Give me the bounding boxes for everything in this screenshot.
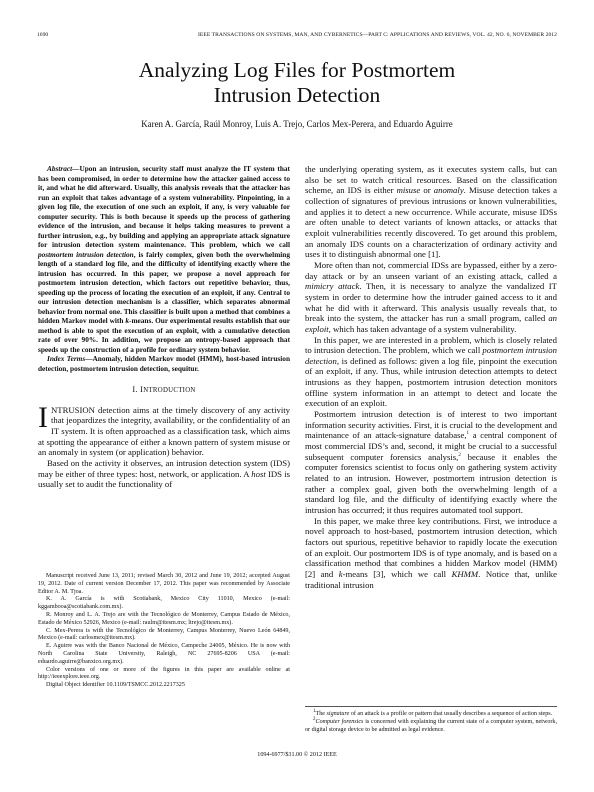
footnote-affiliation-monroy-trejo: R. Monroy and L. A. Trejo are with the Tecnológico de Monterrey, Campus Estado de México, Estado de México 52926, Mexico (e-mail: raulm@itesm.mx; ltrejo@itesm.mx).: [38, 611, 290, 626]
footnote-1: [305, 708, 557, 719]
copyright-footer: 1094-6977/$31.00 © 2012 IEEE: [257, 752, 337, 758]
right-paragraph-5: [305, 516, 557, 591]
intro-text-2b: IDS is usually set to audit the functionality of: [38, 468, 290, 490]
section-title-rest: NTRODUCTION: [143, 387, 196, 394]
footnote-manuscript: Manuscript received June 13, 2011; revised March 30, 2012 and June 19, 2012; accepted August 19, 2012. Date of current version December 17, 2012. This paper was recommended by Associate Editor A. M. Tjoa.: [38, 573, 290, 595]
footnote-2-number: 2: [313, 716, 316, 722]
right-text-1c: . Misuse detection takes a collection of signatures of previous intrusions or known vulnerabilities, and applies it to detect a new occurrence. While accurate, misuse IDSs are often unable to detect variants of known attacks, or attacks that exploit vulnerabilities recently discovered. To get around this problem, an anomaly IDS counts on a characterization of ordinary activity and uses it to distinguish abnormal one [1].: [305, 185, 557, 260]
authors: Karen A. García, Raúl Monroy, Luis A. Trejo, Carlos Mex-Perera, and Eduardo Aguirre: [141, 119, 453, 129]
right-emphasis-k: k: [338, 568, 343, 579]
abstract-text-2: , is fairly complex, given both the overwhelming length of a standard log file, and the difficulty of identifying exactly where the intrusion has occurred. In this paper, we propose a novel approach for postmortem intrusion detection, which factors out repetitive behavior, thus, speeding up the process of locating the execution of an exploit, if any. Central to our intrusion detection mechanism is a classifier, which separates abnormal behavior from normal one. This classifier is built upon a method that combines a hidden Markov model with: [38, 249, 291, 325]
right-text-2c: , which has taken advantage of a system vulnerability.: [328, 323, 517, 334]
journal-header: IEEE TRANSACTIONS ON SYSTEMS, MAN, AND CYBERNETICS—PART C: APPLICATIONS AND REVIEWS, VOL. 42, NO. 6, NOVEMBER 2012: [198, 32, 557, 38]
right-text-5c: . Notice that, unlike traditional intrusion: [305, 568, 557, 590]
footnote-2-text: is concerned with explaining the current state of a computer system, network, or digital storage device to be admitted as legal evidence.: [305, 718, 557, 733]
left-column: [38, 164, 290, 490]
intro-paragraph-1: [38, 400, 290, 458]
section-number: I.: [132, 385, 138, 394]
right-text-5b: -means [3], which we call: [342, 568, 452, 579]
abstract-text-3: -means. Our experimental results establish that our method is able to spot the execution of an exploit, with a cumulative detection rate of over 90%. In addition, we propose an entropy-based approach that speeds up the construction of a profile for ordinary system behavior.: [38, 316, 290, 354]
footnote-1-number: 1: [313, 708, 316, 714]
right-emphasis-postmortem: postmortem intrusion detection: [305, 345, 557, 366]
intro-text-2a: Based on the activity it observes, an intrusion detection system (IDS) may be either of three types: host, network, or application. A: [38, 457, 290, 479]
section-title-initial: I: [140, 385, 144, 394]
right-emphasis-khmm: KHMM: [451, 568, 479, 579]
footnote-1-emphasis: signature: [326, 711, 350, 717]
footnote-affiliation-aguirre: E. Aguirre was with the Banco Nacional de México, Campeche 24005, México. He is now with North Carolina State University, Raleigh, NC 27695-8206 USA (e-mail: eduardo.aguirre@banxico.org.mx).: [38, 643, 290, 665]
right-paragraph-3: [305, 335, 557, 410]
footnote-color-versions: Color versions of one or more of the figures in this paper are available online at http://ieeexplore.ieee.org.: [38, 666, 290, 681]
abstract: [38, 164, 290, 354]
intro-text-1: NTRUSION detection aims at the timely discovery of any activity that jeopardizes the integrity, availability, or the confidentiality of an IT system. It is often approached as a classification task, which aims at spotting the appearance of either a known pattern of system misuse or an anomaly in system (or application) behavior.: [38, 404, 290, 458]
abstract-text-1: Upon an intrusion, security staff must analyze the IT system that has been compromised, in order to determine how the attacker gained access to it, and what he did afterward. Usually, this analysis reveals that the attacker has run an exploit that takes advantage of a system vulnerability. Pinpointing, in a given log file, the execution of one such an exploit, if any, is very valuable for computer security. This is both because it speeds up the process of gathering evidence of the intrusion, and because it helps taking measures to prevent a further intrusion, e.g., by building and applying an appropriate attack signature for intrusion detection system maintenance. This problem, which we call: [38, 164, 290, 249]
footnote-1-text-b: of an attack is a profile or pattern that usually describes a sequence of action steps.: [349, 711, 553, 717]
right-emphasis-mimicry: mimicry attack: [305, 281, 360, 292]
footnote-2: [305, 716, 557, 735]
paper-title: [0, 58, 594, 108]
footnote-ref-1: 1: [466, 431, 470, 437]
right-text-2a: More often than not, commercial IDSs are bypassed, either by a zero-day attack or by an unseen variant of an existing attack, called a: [305, 259, 557, 281]
page-number: 1690: [37, 32, 49, 38]
right-footnotes: [305, 706, 557, 734]
footnote-affiliation-garcia: K. A. García is with Scotiabank, Mexico City 11010, Mexico (e-mail: kggambooa@scotiabank.com.mx).: [38, 596, 290, 611]
right-text-4c: because it enables the computer forensics scientist to focus only on gathering system activity related to an intrusion. However, postmortem intrusion detection is rather a complex goal, given both the overwhelming length of a standard log file, and the difficulty of identifying exactly where the intrusion has occurred; it thus requires automated tool support.: [305, 451, 557, 515]
right-text-1b: or: [420, 185, 434, 196]
right-text-3a: In this paper, we are interested in a problem, which is closely related to intrusion detection. The problem, which we call: [305, 334, 557, 356]
right-text-5a: In this paper, we make three key contributions. First, we introduce a novel approach to host-based, postmortem intrusion detection, which factors out spurious, repetitive behavior to rapidly locate the execution of an exploit. Our postmortem IDS is of type anomaly, and is based on a classification method that combines a hidden Markov model (HMM) [2] and: [305, 515, 557, 579]
drop-cap: I: [38, 400, 48, 434]
footnote-affiliation-mex-perera: C. Mex-Perera is with the Tecnológico de Monterrey, Campus Monterrey, Nuevo León 64849, Mexico (e-mail: carlosmex@itesm.mx).: [38, 627, 290, 642]
abstract-emphasis-2: k: [125, 316, 130, 325]
title-line-1: Analyzing Log Files for Postmortem: [138, 58, 456, 82]
right-emphasis-misuse: misuse: [396, 185, 421, 196]
intro-emphasis: host: [251, 468, 266, 479]
right-text-4a: Postmortem intrusion detection is of interest to two important information security activities. First, it is crucial to the development and maintenance of an attack-signature database,: [305, 409, 557, 441]
right-paragraph-1: [305, 164, 557, 260]
right-text-4b: a central component of most commercial IDS’s and, second, it might be crucial to a successful subsequent computer forensics analysis,: [305, 430, 557, 462]
index-terms: [38, 354, 290, 373]
right-text-1a: the underlying operating system, as it executes system calls, but can also be set to watch critical resources. Based on the classification scheme, an IDS is either: [305, 164, 557, 196]
section-heading-introduction: [38, 385, 290, 397]
right-paragraph-4: [305, 409, 557, 516]
abstract-emphasis-1: postmortem intrusion detection: [38, 249, 134, 259]
right-column: [305, 164, 557, 590]
right-paragraph-2: [305, 260, 557, 335]
right-text-2b: . Then, it is necessary to analyze the vandalized IT system in order to determine how the intruder gained access to it and what he did with it afterward. This analysis usually reveals that, to break into the system, the attacker has run a small program, called: [305, 281, 557, 324]
footnote-ref-2: 2: [458, 452, 461, 458]
intro-paragraph-2: [38, 458, 290, 490]
footnote-doi: Digital Object Identifier 10.1109/TSMCC.2012.2217325: [46, 682, 185, 689]
right-text-3b: , is defined as follows: given a log file, pinpoint the execution of an exploit, if any. Thus, while intrusion detection attempts to detect intrusions as they happen, postmortem intrusion detection monitors offline system information in an attempt to detect and locate the execution of an exploit.: [305, 355, 557, 409]
footnote-1-text-a: The: [315, 711, 327, 717]
index-terms-label: Index Terms: [47, 354, 86, 363]
right-emphasis-anomaly: anomaly: [433, 185, 464, 196]
left-footnotes: [38, 573, 290, 690]
right-emphasis-exploit: an exploit: [305, 313, 557, 334]
index-terms-text: —Anomaly, hidden Markov model (HMM), host-based intrusion detection, postmortem intrusion detection, sequitur.: [38, 354, 291, 373]
abstract-label: Abstract—: [47, 164, 80, 173]
title-line-2: Intrusion Detection: [213, 83, 381, 107]
footnote-2-emphasis: Computer forensics: [315, 718, 364, 725]
